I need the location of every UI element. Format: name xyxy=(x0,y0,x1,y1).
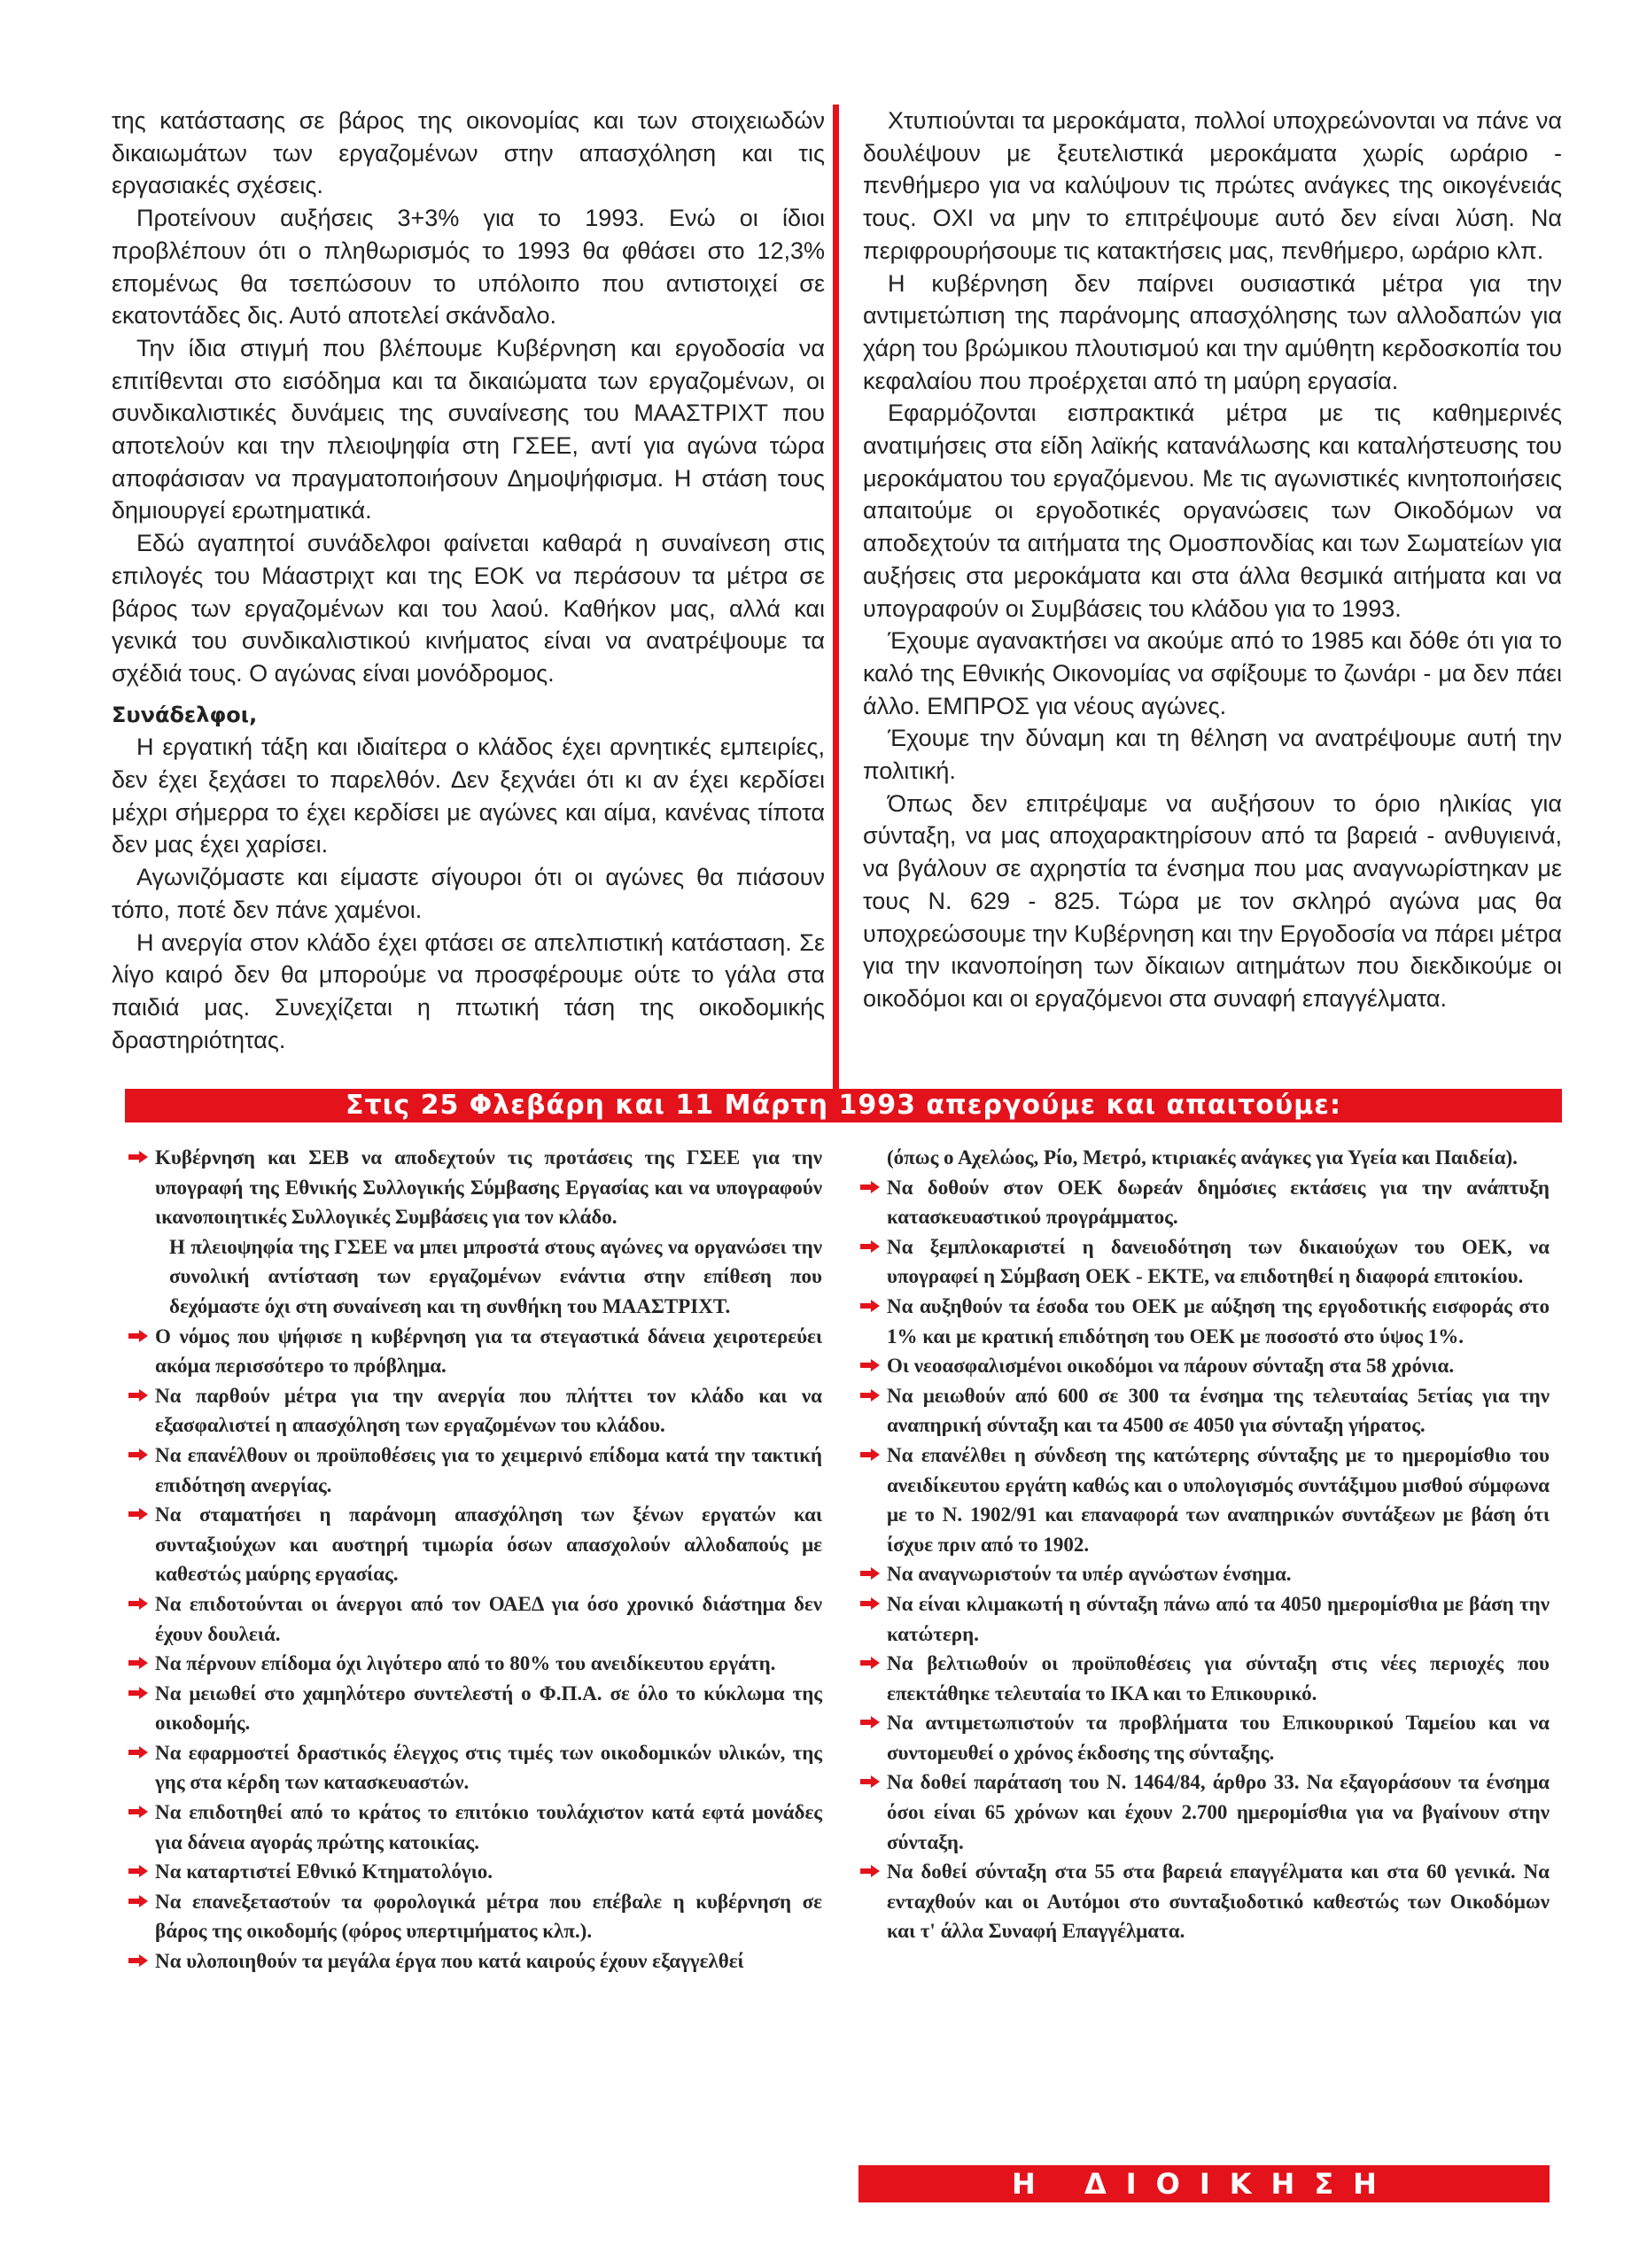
demand-text: Κυβέρνηση και ΣΕΒ να αποδεχτούν τις προτάσεις της ΓΣΕΕ για την υπογραφή της Εθνικής Συλλογικής Σύμβασης Εργασίας και να υπογραφούν ικανοποιητικές Συλλογικές Συμβάσεις για τον κλάδο. xyxy=(155,1146,822,1229)
demand-item xyxy=(858,1649,1550,1708)
demand-text: Να αντιμετωπιστούν τα προβλήματα του Επικουρικού Ταμείου και να συντομευθεί ο χρόνος έκδοσης της σύνταξης. xyxy=(887,1712,1550,1764)
demand-item xyxy=(858,1767,1550,1857)
demand-text: Οι νεοασφαλισμένοι οικοδόμοι να πάρουν σύνταξη στα 58 χρόνια. xyxy=(887,1355,1455,1378)
demand-text: Ο νόμος που ψήφισε η κυβέρνηση για τα στεγαστικά δάνεια χειροτερεύει ακόμα περισσότερο το πρόβλημα. xyxy=(155,1324,822,1378)
red-arrow-icon xyxy=(860,1657,880,1669)
demand-text: Να εφαρμοστεί δραστικός έλεγχος στις τιμές των οικοδομικών υλικών, της γης στα κέρδη των κατασκευαστών. xyxy=(155,1741,822,1794)
demand-text: Να υλοποιηθούν τα μεγάλα έργα που κατά καιρούς έχουν εξαγγελθεί xyxy=(155,1950,744,1973)
demand-item xyxy=(858,1143,1550,1173)
demand-item xyxy=(858,1589,1550,1649)
red-arrow-icon xyxy=(860,1181,880,1193)
demand-item xyxy=(127,1500,822,1589)
demand-item xyxy=(127,1887,822,1946)
paragraph: Εφαρμόζονται εισπρακτικά μέτρα με τις καθημερινές ανατιμήσεις στα είδη λαϊκής κατανάλωσης και καταλήστευσης του μεροκάματου του εργαζόμενου. Με τις αγωνιστικές κινητοποιήσεις απαιτούμε οι εργοδοτικές οργανώσεις των Οικοδόμων να αποδεχτούν τα αιτήματα της Ομοσπονδίας και των Σωματείων για αυξήσεις στα μεροκάματα και στα άλλα θεσμικά αιτήματα και να υπογραφούν οι Συμβάσεις του κλάδου για το 1993. xyxy=(863,400,1562,622)
paragraph: Έχουμε την δύναμη και τη θέληση να ανατρέψουμε αυτή την πολιτική. xyxy=(863,725,1562,785)
demand-text: Να πέρνουν επίδομα όχι λιγότερο από το 80% του ανειδίκευτου εργάτη. xyxy=(155,1652,776,1675)
demand-text: Να μειωθούν από 600 σε 300 τα ένσημα της τελευταίας 5ετίας για την αναπηρική σύνταξη και τα 4500 σε 4050 για σύνταξη γήρατος. xyxy=(887,1384,1550,1437)
demand-item xyxy=(127,1381,822,1441)
demands-right-list xyxy=(858,1143,1550,1946)
demand-item xyxy=(127,1441,822,1500)
demand-item xyxy=(127,1649,822,1679)
demand-text: Να σταματήσει η παράνομη απασχόληση των ξένων εργατών και συνταξιούχων και αυστηρή τιμωρία όσων απασχολούν αλλοδαπούς με καθεστώς μαύρης εργασίας. xyxy=(155,1503,822,1586)
demand-item xyxy=(127,1946,822,1977)
signature-bar: Η ΔΙΟΙΚΗΣΗ xyxy=(858,2165,1550,2202)
paragraph: Η εργατική τάξη και ιδιαίτερα ο κλάδος έχει αρνητικές εμπειρίες, δεν έχει ξεχάσει το παρελθόν. Δεν ξεχνάει ότι κι αν έχει κερδίσει μέχρι σήμερρα το έχει κερδίσει με αγώνες και αίμα, κανένας τίποτα δεν μας έχει χαρίσει. xyxy=(112,734,825,858)
section-heading: Συνάδελφοι, xyxy=(112,702,258,727)
demand-text: Να δοθεί παράταση του Ν. 1464/84, άρθρο 33. Να εξαγοράσουν τα ένσημα όσοι είναι 65 χρόνων και έχουν 2.700 ημερομίσθια για να βγαίνουν στην σύνταξη. xyxy=(887,1771,1550,1853)
red-arrow-icon xyxy=(128,1151,148,1163)
red-arrow-icon xyxy=(128,1954,148,1967)
column-divider xyxy=(833,105,839,1090)
demand-text: Να αυξηθούν τα έσοδα του ΟΕΚ με αύξηση της εργοδοτικής εισφοράς στο 1% και με κρατική επιδότηση του ΟΕΚ με ποσοστό στο ύψος 1%. xyxy=(887,1294,1550,1348)
demand-text: Να δοθούν στον ΟΕΚ δωρεάν δημόσιες εκτάσεις για την ανάπτυξη κατασκευαστικού προγράμματος. xyxy=(887,1176,1550,1229)
demand-text: Να επιδοτηθεί από το κράτος το επιτόκιο τουλάχιστον κατά εφτά μονάδες για δάνεια αγοράς πρώτης κατοικίας. xyxy=(155,1801,822,1853)
demand-text: Να είναι κλιμακωτή η σύνταξη πάνω από τα 4050 ημερομίσθια με βάση την κατώτερη. xyxy=(887,1592,1550,1645)
demand-text: Να επιδοτούνται οι άνεργοι από τον ΟΑΕΔ για όσο χρονικό διάστημα δεν έχουν δουλειά. xyxy=(155,1592,822,1645)
red-arrow-icon xyxy=(860,1716,880,1728)
red-arrow-icon xyxy=(128,1806,148,1818)
demand-item xyxy=(127,1857,822,1887)
demand-item xyxy=(858,1708,1550,1767)
demand-text: Η πλειοψηφία της ΓΣΕΕ να μπει μπροστά στους αγώνες να οργανώσει την συνολική αντίσταση των εργαζομένων ενάντια στην επίθεση που δεχόμαστε όχι στη συναίνεση και τη συνθήκη του ΜΑΑΣΤΡΙΧΤ. xyxy=(169,1235,822,1317)
red-arrow-icon xyxy=(128,1895,148,1907)
demand-text: Να επανέλθει η σύνδεση της κατώτερης σύνταξης με το ημερομίσθιο του ανειδίκευτου εργάτη καθώς και ο υπολογισμός συντάξιμου μισθού σύμφωνα με το Ν. 1902/91 και επαναφορά των αναπηρικών συντάξεων με βάση ότι ίσχυε πριν από το 1902. xyxy=(887,1443,1550,1556)
demand-item xyxy=(127,1589,822,1649)
demand-item xyxy=(127,1798,822,1857)
red-arrow-icon xyxy=(128,1449,148,1461)
demand-item xyxy=(127,1738,822,1798)
red-arrow-icon xyxy=(860,1449,880,1461)
red-arrow-icon xyxy=(860,1597,880,1610)
demand-item xyxy=(127,1232,822,1322)
demand-item xyxy=(858,1381,1550,1441)
red-arrow-icon xyxy=(860,1359,880,1371)
paragraph: Η ανεργία στον κλάδο έχει φτάσει σε απελπιστική κατάσταση. Σε λίγο καιρό δεν θα μπορούμε να προσφέρουμε ούτε το γάλα στα παιδιά μας. Συνεχίζεται η πτωτική τάση της οικοδομικής δραστηριότητας. xyxy=(112,928,825,1053)
demand-item xyxy=(858,1857,1550,1946)
demand-item xyxy=(858,1559,1550,1589)
demand-item xyxy=(127,1679,822,1738)
paragraph: Εδώ αγαπητοί συνάδελφοι φαίνεται καθαρά η συναίνεση στις επιλογές του Μάαστριχτ και της ΕΟΚ να περάσουν τα μέτρα σε βάρος των εργαζομένων και του λαού. Καθήκον μας, αλλά και γενικά του συνδικαλιστικού κινήματος είναι να ανατρέψουμε τα σχέδιά τους. Ο αγώνας είναι μονόδρομος. xyxy=(112,530,825,687)
red-arrow-icon xyxy=(860,1300,880,1312)
demand-text: Να ξεμπλοκαριστεί η δανειοδότηση των δικαιούχων του ΟΕΚ, να υπογραφεί η Σύμβαση ΟΕΚ - ΕΚΤΕ, να επιδοτηθεί η διαφορά επιτοκίου. xyxy=(887,1235,1550,1288)
paragraph: Η κυβέρνηση δεν παίρνει ουσιαστικά μέτρα για την αντιμετώπιση της παράνομης απασχόλησης των αλλοδαπών για χάρη του βρώμικου πλουτισμού και την αμύθητη κερδοσκοπία του κεφαλαίου που προέρχεται από τη μαύρη εργασία. xyxy=(863,269,1562,394)
demand-item xyxy=(858,1351,1550,1381)
demand-text: Να αναγνωριστούν τα υπέρ αγνώστων ένσημα. xyxy=(887,1563,1292,1586)
red-arrow-icon xyxy=(128,1746,148,1759)
paragraph: Την ίδια στιγμή που βλέπουμε Κυβέρνηση και εργοδοσία να επιτίθενται στο εισόδημα και τα δικαιώματα των εργαζομένων, οι συνδικαλιστικές δυνάμεις της συναίνεσης του ΜΑΑΣΤΡΙΧΤ που αποτελούν και την πλειοψηφία στη ΓΣΕΕ, αντί για αγώνα τώρα αποφάσισαν να πραγματοποιήσουν Δημοψήφισμα. Η στάση τους δημιουργεί ερωτηματικά. xyxy=(112,334,825,524)
red-arrow-icon xyxy=(860,1240,880,1253)
demand-text: Να επανέλθουν οι προϋποθέσεις για το χειμερινό επίδομα κατά την τακτική επιδότηση ανεργίας. xyxy=(155,1443,822,1496)
demands-left-list xyxy=(127,1143,822,1977)
red-arrow-icon xyxy=(860,1865,880,1877)
red-arrow-icon xyxy=(128,1687,148,1699)
demand-text: Να επανεξεταστούν τα φορολογικά μέτρα που επέβαλε η κυβέρνηση σε βάρος της οικοδομής (φόρος υπερτιμήματος κλπ.). xyxy=(155,1890,822,1943)
paragraph: Προτείνουν αυξήσεις 3+3% για το 1993. Ενώ οι ίδιοι προβλέπουν ότι ο πληθωρισμός το 1993 θα φθάσει στο 12,3% επομένως θα τσεπώσουν το υπόλοιπο που αντιστοιχεί σε εκατοντάδες δις. Αυτό αποτελεί σκάνδαλο. xyxy=(112,205,825,330)
demand-text: Να παρθούν μέτρα για την ανεργία που πλήττει τον κλάδο και να εξασφαλιστεί η απασχόληση των εργαζομένων του κλάδου. xyxy=(155,1384,822,1437)
red-arrow-icon xyxy=(860,1775,880,1788)
paragraph: Χτυπιούνται τα μεροκάματα, πολλοί υποχρεώνονται να πάνε να δουλέψουν με ξευτελιστικά μεροκάματα χωρίς ωράριο - πενθήμερο για να καλύψουν τις πρώτες ανάγκες της οικογένειάς τους. ΟΧΙ να μην το επιτρέψουμε αυτό δεν είναι λύση. Να περιφρουρήσουμε τις κατακτήσεις μας, πενθήμερο, ωράριο κλπ. xyxy=(863,107,1562,264)
red-arrow-icon xyxy=(860,1567,880,1580)
demand-item xyxy=(858,1292,1550,1351)
demand-item xyxy=(858,1232,1550,1292)
demand-text: Να δοθεί σύνταξη στα 55 στα βαρειά επαγγέλματα και στα 60 γενικά. Να ενταχθούν και οι Αυτόμοι στο συνταξιοδοτικό καθεστώς των Οικοδόμων και τ' άλλα Συναφή Επαγγέλματα. xyxy=(887,1860,1550,1943)
red-arrow-icon xyxy=(128,1865,148,1877)
red-arrow-icon xyxy=(128,1389,148,1402)
paragraph: Αγωνιζόμαστε και είμαστε σίγουροι ότι οι αγώνες θα πιάσουν τόπο, ποτέ δεν πάνε χαμένοι. xyxy=(112,864,825,923)
article-right-column xyxy=(863,105,1562,1015)
demand-item xyxy=(858,1173,1550,1232)
red-arrow-icon xyxy=(128,1330,148,1342)
demand-text: Να βελτιωθούν οι προϋποθέσεις για σύνταξη στις νέες περιοχές που επεκτάθηκε τελευταία το ΙΚΑ και το Επικουρικό. xyxy=(887,1652,1550,1705)
red-arrow-icon xyxy=(128,1657,148,1669)
paragraph: Έχουμε αγανακτήσει να ακούμε από το 1985 και δόθε ότι για το καλό της Εθνικής Οικονομίας να σφίξουμε το ζωνάρι - μα δεν πάει άλλο. ΕΜΠΡΟΣ για νέους αγώνες. xyxy=(863,627,1562,719)
demand-text: (όπως ο Αχελώος, Ρίο, Μετρό, κτιριακές ανάγκες για Υγεία και Παιδεία). xyxy=(887,1146,1518,1169)
demand-text: Να μειωθεί στο χαμηλότερο συντελεστή ο Φ.Π.Α. σε όλο το κύκλωμα της οικοδομής. xyxy=(155,1682,822,1735)
demand-text: Να καταρτιστεί Εθνικό Κτηματολόγιο. xyxy=(155,1860,493,1884)
red-arrow-icon xyxy=(860,1389,880,1402)
demand-item xyxy=(127,1143,822,1232)
article-left-column xyxy=(112,105,825,1056)
red-arrow-icon xyxy=(128,1508,148,1520)
demand-item xyxy=(858,1441,1550,1559)
red-arrow-icon xyxy=(128,1597,148,1610)
paragraph: της κατάστασης σε βάρος της οικονομίας και των στοιχειωδών δικαιωμάτων των εργαζομένων στην απασχόληση και τις εργασιακές σχέσεις. xyxy=(112,107,825,199)
strike-banner: Στις 25 Φλεβάρη και 11 Μάρτη 1993 απεργούμε και απαιτούμε: xyxy=(125,1089,1562,1122)
demand-item xyxy=(127,1322,822,1381)
paragraph: Όπως δεν επιτρέψαμε να αυξήσουν το όριο ηλικίας για σύνταξη, να μας αποχαρακτηρίσουν από τα βαρειά - ανθυγιεινά, να βγάλουν σε αχρηστία τα ένσημα που μας αναγνωρίστηκαν με τους Ν. 629 - 825. Τώρα με τον σκληρό αγώνα μας θα υποχρεώσουμε την Κυβέρνηση και την Εργοδοσία να πάρει μέτρα για την ικανοποίηση των δίκαιων αιτημάτων που διεκδικούμε οι οικοδόμοι και οι εργαζόμενοι στα συναφή επαγγέλματα. xyxy=(863,789,1562,1012)
